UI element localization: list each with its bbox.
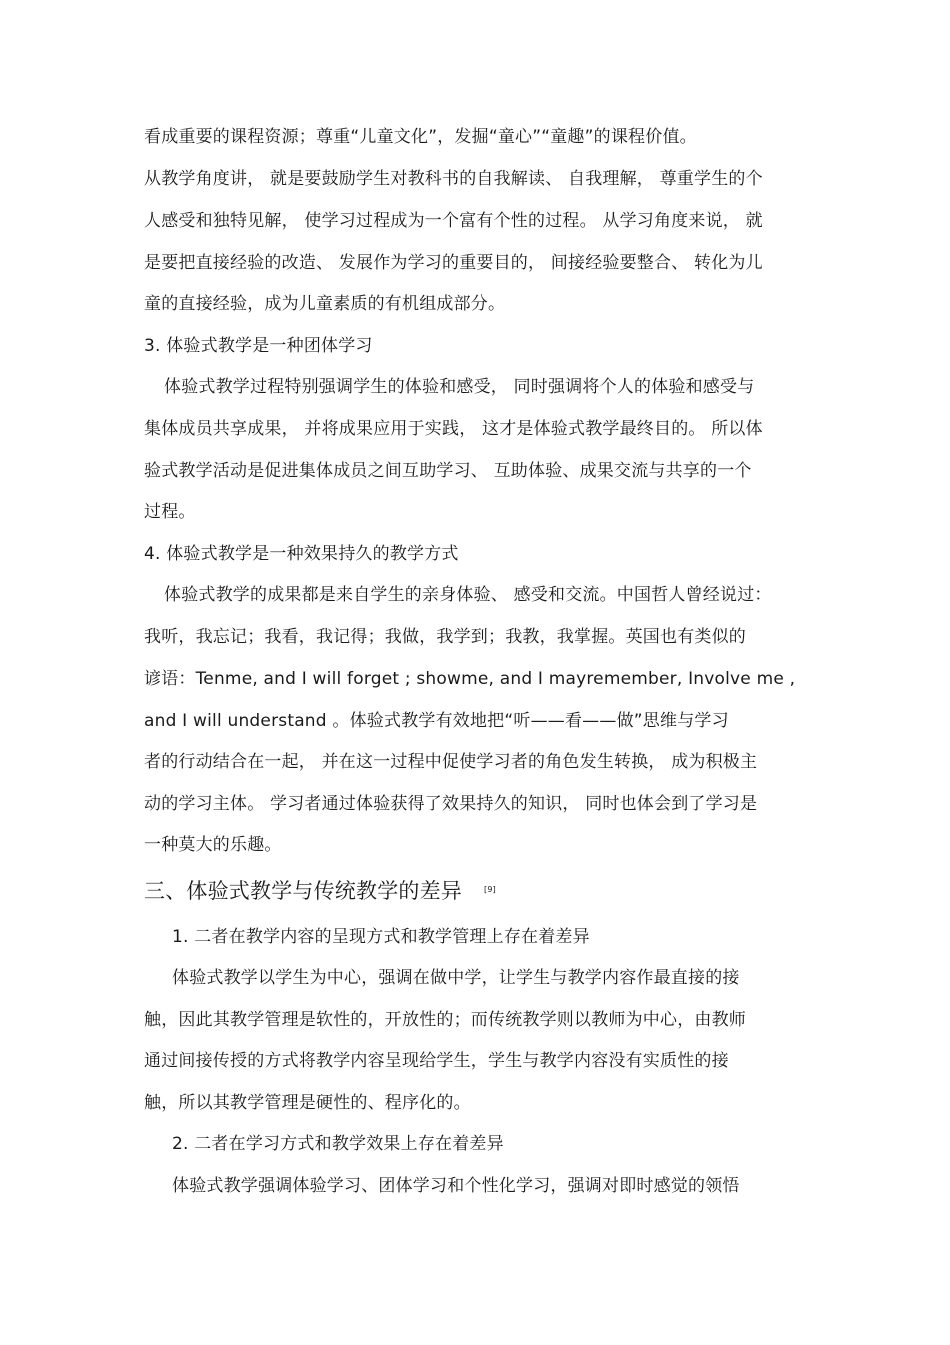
citation-ref: [9] [484,885,496,894]
paragraph-line: 者的行动结合在一起， 并在这一过程中促使学习者的角色发生转换， 成为积极主 [144,752,758,772]
paragraph-line: 过程。 [144,502,196,522]
paragraph-line: 触，所以其教学管理是硬性的、程序化的。 [144,1093,471,1113]
paragraph-line: 谚语：Tenme, and I will forget ; showme, and I mayremember, Involve me , [144,669,796,689]
paragraph-line: 集体成员共享成果， 并将成果应用于实践， 这才是体验式教学最终目的。 所以体 [144,419,763,439]
paragraph-line: 体验式教学强调体验学习、团体学习和个性化学习，强调对即时感觉的领悟 [172,1176,740,1196]
paragraph-line: and I will understand 。体验式教学有效地把“听——看——做”思维与学习 [144,711,729,731]
paragraph-line: 是要把直接经验的改造、 发展作为学习的重要目的， 间接经验要整合、 转化为儿 [144,253,763,273]
paragraph-line: 童的直接经验，成为儿童素质的有机组成部分。 [144,294,506,314]
subheading-4: 4. 体验式教学是一种效果持久的教学方式 [144,544,459,564]
paragraph-line: 体验式教学以学生为中心，强调在做中学，让学生与教学内容作最直接的接 [172,968,740,988]
subheading-1: 1. 二者在教学内容的呈现方式和教学管理上存在着差异 [172,927,590,947]
paragraph-line: 看成重要的课程资源；尊重“儿童文化”，发掘“童心”“童趣”的课程价值。 [144,127,697,147]
section-heading-text: 三、体验式教学与传统教学的差异 [144,879,462,903]
paragraph-line: 人感受和独特见解， 使学习过程成为一个富有个性的过程。 从学习角度来说， 就 [144,211,763,231]
paragraph-line: 触，因此其教学管理是软性的，开放性的；而传统教学则以教师为中心，由教师 [144,1010,746,1030]
subheading-2: 2. 二者在学习方式和教学效果上存在着差异 [172,1134,504,1154]
paragraph-line: 通过间接传授的方式将教学内容呈现给学生，学生与教学内容没有实质性的接 [144,1051,729,1071]
paragraph-line: 从教学角度讲， 就是要鼓励学生对教科书的自我解读、 自我理解， 尊重学生的个 [144,169,763,189]
paragraph-line: 我听，我忘记；我看，我记得；我做，我学到；我教，我掌握。英国也有类似的 [144,627,746,647]
paragraph-line: 动的学习主体。 学习者通过体验获得了效果持久的知识， 同时也体会到了学习是 [144,794,758,814]
paragraph-line: 体验式教学过程特别强调学生的体验和感受， 同时强调将个人的体验和感受与 [164,377,755,397]
subheading-3: 3. 体验式教学是一种团体学习 [144,336,373,356]
paragraph-line: 一种莫大的乐趣。 [144,835,282,855]
paragraph-line: 体验式教学的成果都是来自学生的亲身体验、 感受和交流。中国哲人曾经说过： [164,585,772,605]
paragraph-line: 验式教学活动是促进集体成员之间互助学习、 互助体验、成果交流与共享的一个 [144,461,752,481]
section-heading [144,876,496,905]
